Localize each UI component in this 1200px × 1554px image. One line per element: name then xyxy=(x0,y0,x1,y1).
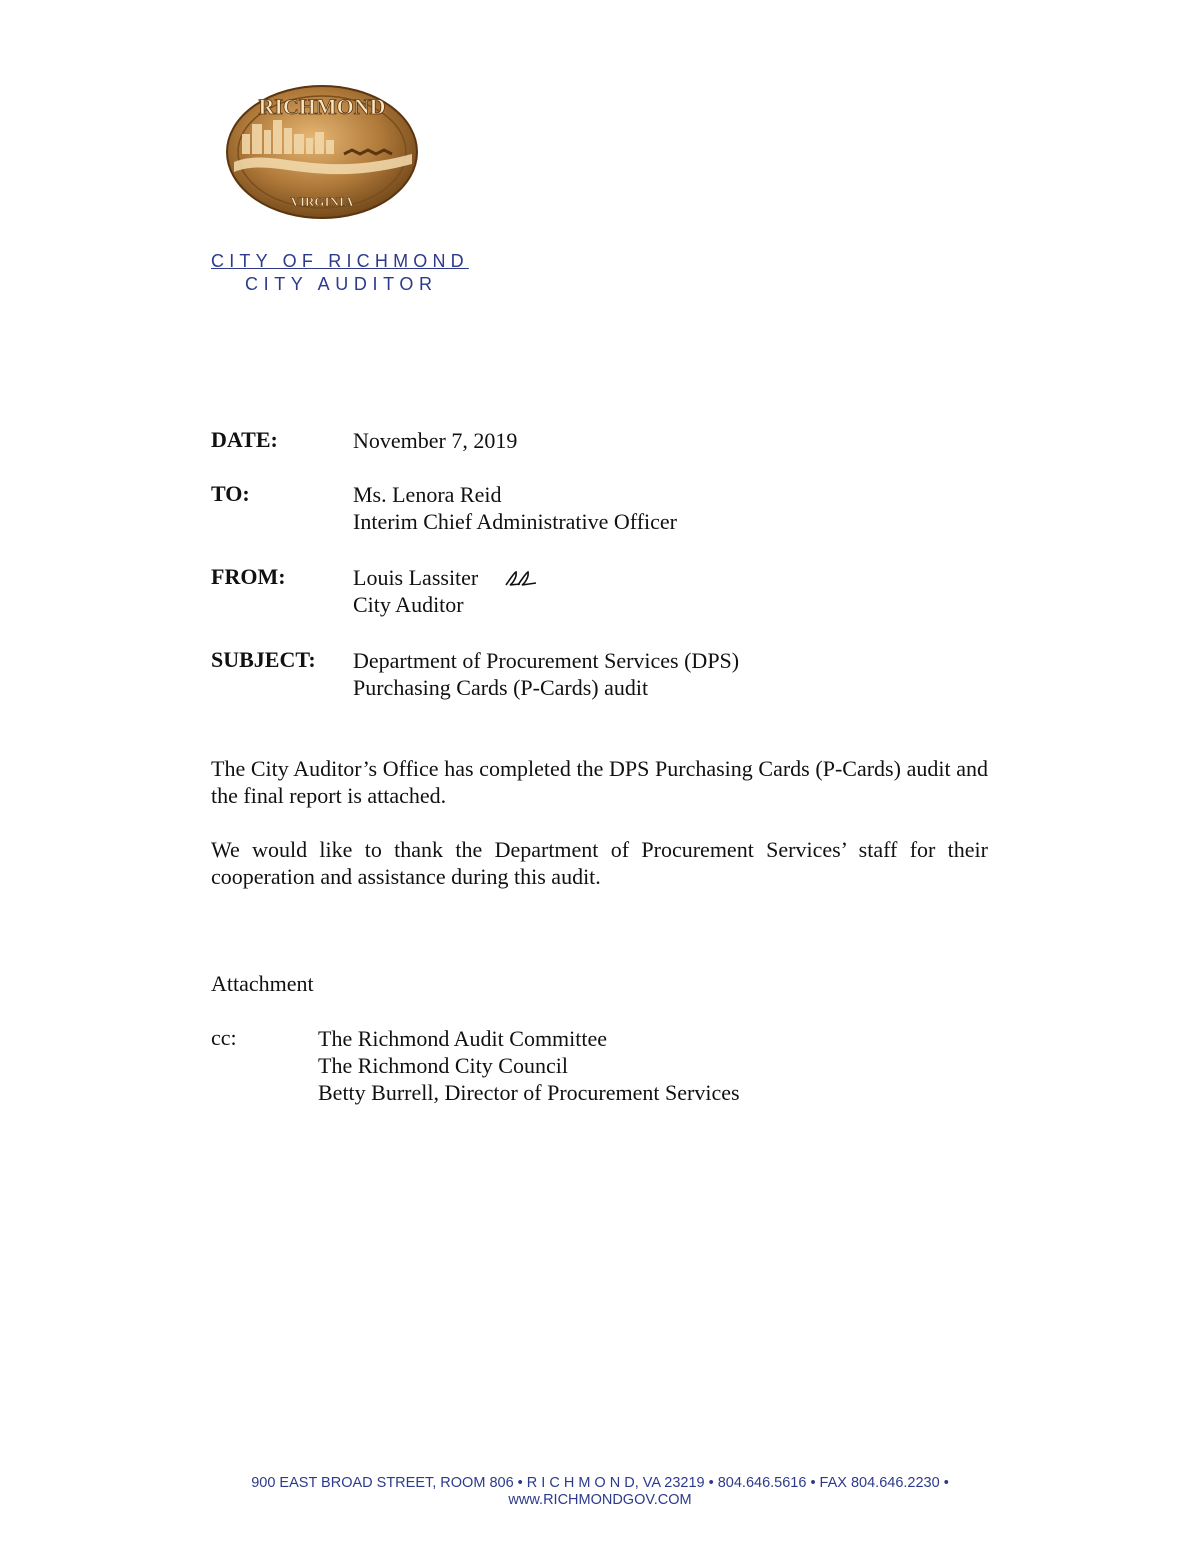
subject-line-2: Purchasing Cards (P-Cards) audit xyxy=(353,675,649,700)
to-value xyxy=(353,481,677,535)
footer-line-1: 900 EAST BROAD STREET, ROOM 806 • R I C H M O N D, VA 23219 • 804.646.5616 • FAX 804.646.2230 • xyxy=(251,1475,949,1491)
cc-recipient: The Richmond Audit Committee xyxy=(318,1026,608,1051)
body-paragraph-2: We would like to thank the Department of Procurement Services’ staff for their cooperation and assistance during this audit. xyxy=(211,837,988,889)
svg-text:RICHMOND: RICHMOND xyxy=(258,94,386,119)
to-label: TO: xyxy=(211,481,250,506)
svg-text:VIRGINIA: VIRGINIA xyxy=(290,194,354,209)
from-label: FROM: xyxy=(211,564,286,589)
cc-list xyxy=(318,1025,740,1106)
body-paragraph-1: The City Auditor’s Office has completed the DPS Purchasing Cards (P-Cards) audit and the final report is attached. xyxy=(211,756,988,808)
city-seal-logo xyxy=(224,84,420,220)
cc-recipient: The Richmond City Council xyxy=(318,1053,568,1078)
date-label: DATE: xyxy=(211,427,278,452)
letterhead-office-name: CITY AUDITOR xyxy=(245,274,438,294)
from-name: Louis Lassiter xyxy=(353,565,479,590)
initials-signature xyxy=(504,569,538,587)
date-value: November 7, 2019 xyxy=(353,428,518,453)
cc-label: cc: xyxy=(211,1025,237,1050)
attachment-label: Attachment xyxy=(211,971,314,996)
footer-address xyxy=(0,1475,1200,1509)
subject-line-1: Department of Procurement Services (DPS) xyxy=(353,648,740,673)
from-title: City Auditor xyxy=(353,592,464,617)
to-name: Ms. Lenora Reid xyxy=(353,482,502,507)
from-value xyxy=(353,564,538,618)
cc-recipient: Betty Burrell, Director of Procurement Services xyxy=(318,1080,740,1105)
letterhead-org-name: CITY OF RICHMOND xyxy=(211,251,469,271)
subject-label: SUBJECT: xyxy=(211,647,316,672)
subject-value xyxy=(353,647,739,701)
to-title: Interim Chief Administrative Officer xyxy=(353,509,678,534)
footer-website-link[interactable]: www.RICHMONDGOV.COM xyxy=(508,1492,692,1508)
